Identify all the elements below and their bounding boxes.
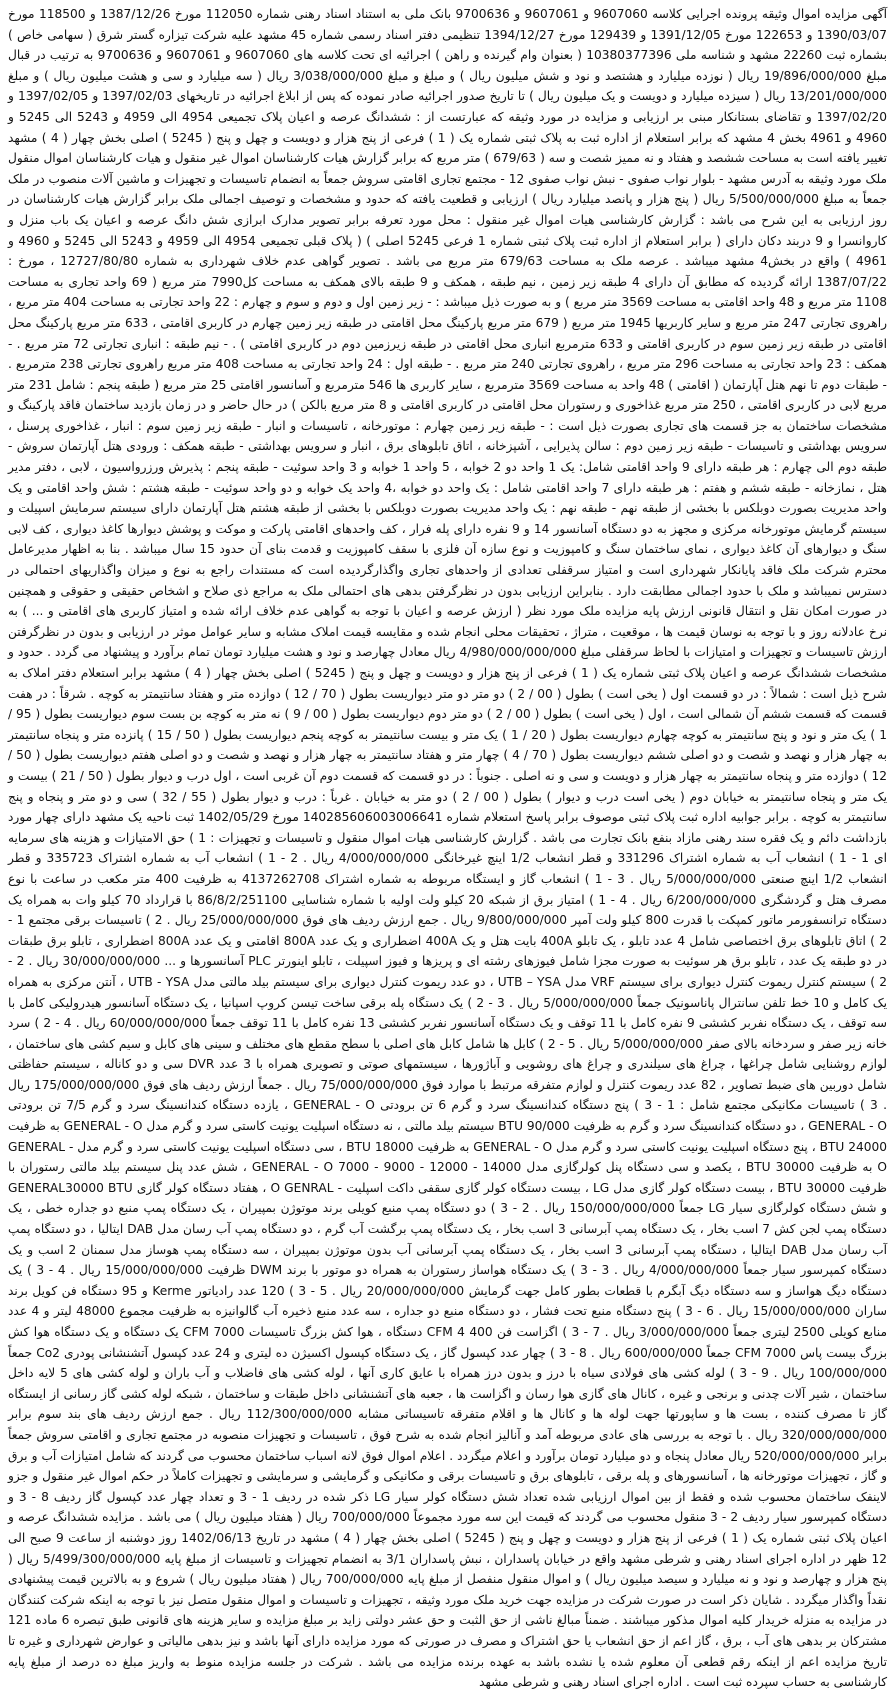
- notice-body-text: آگهی مزایده اموال وثیقه پرونده اجرایی کلاسه 9607060 و 9607061 و 9700636 بانک ملی به استناد اسناد رهنی شماره 112050 مورخ 1387/12/26 و 118500 مورخ 1390/03/07 و 122653 مورخ 1391/12/05 و 129439 مورخ 1394/12/27 تنظیمی دفتر اسناد رسمی شماره 45 مشهد علیه شرکت تیزاره گستر شرق ( سهامی خاص ) بشماره ثبت 22260 مشهد و شناسه ملی 10380377396 ( بعنوان وام گیرنده و راهن ) اجرائیه ای تحت کلاسه های 9607060 و 9607061 و 9700636 به ترتیب در قبال مبلغ 19/896/000/000 ریال ( نوزده میلیارد و هشتصد و نود و شش میلیون ریال ) و مبلغ و مبلغ 3/038/000/000 ریال ( سه میلیارد و سی و هشت میلیون ریال ) و مبلغ 13/201/000/000 ریال ( سیزده میلیارد و دویست و یک میلیون ریال ) تا تاریخ صدور اجرائیه صادر نموده که پس از ابلاغ اجرائیه در تاریخهای 1397/02/03 و 1397/02/05 و 1397/02/20 و تقاضای بستانکار مبنی بر ارزیابی و مزایده در مورد وثیقه که عبارتست از : ششدانگ عرصه و اعیان پلاک تجمیعی 4954 الی 4959 و 5243 الی 5245 و 4960 و 4961 بخش 4 مشهد که برابر استعلام از اداره ثبت به پلاک ثبتی شماره یک ( 1 ) فرعی از پنج هزار و دویست و چهل و پنج ( 5245 ) اصلی بخش چهار ( 4 ) مشهد تغییر یافته است به مساحت ششصد و هفتاد و نه ممیز شصت و سه ( 679/63 ) متر مربع که برابر گزارش هیات کارشناسان اموال غیر منقول و هیات کارشناسان اموال منقول ملک مورد وثیقه به آدرس مشهد - بلوار نواب صفوی - نبش نواب صفوی 12 - مجتمع تجاری اقامتی سروش جمعاً به انضمام تاسیسات و تجهیزات و ماشین آلات منصوب در ملک جمعاً به مبلغ 5/500/000/000 ریال ( پنج هزار و پانصد میلیارد ریال ) ارزیابی و قطعیت یافته که حدود و مشخصات و توصیف اجمالی ملک برابر گزارش هیات کارشناسان در روز ارزیابی به این شرح می باشد : گزارش کارشناسی هیات اموال غیر منقول : محل مورد تعرفه برابر تصویر مدارک ابرازی شش دانگ عرصه و اعیان یک باب منزل و کاروانسرا و 9 دربند دکان دارای ( برابر استعلام از اداره ثبت پلاک ثبتی شماره 1 فرعی 5245 اصلی ) ( پلاک قبلی تجمیعی 4954 الی 4959 و 5243 الی 5245 و 4960 و 4961 ) واقع در بخش4 مشهد میباشد . عرصه ملک به مساحت 679/63 متر مربع می باشد . تصویر گواهی عدم خلاف شهرداری به شماره 12727/80/80 ، مورخ : 1387/07/22 ارائه گردیده که مطابق آن دارای 4 طبقه زیر زمین ، نیم طبقه ، همکف و 9 طبقه بالای همکف به مساحت کل7990 متر مربع ( 69 واحد تجاری به مساحت 1108 متر مربع و 48 واحد اقامتی به مساحت 3569 متر مربع ) و به صورت ذیل میباشد : - زیر زمین اول و دوم و سوم و چهارم : 22 واحد تجارتی به مساحت 404 متر مربع ، راهروی تجارتی 247 متر مربع و سایر کاربریها 1945 متر مربع ( 679 متر مربع پارکینگ محل اقامتی در طبقه زیر زمین چهارم در کاربری اقامتی ، 633 متر مربع پارکینگ محل اقامتی در طبقه زیر زمین سوم در کاربری اقامتی و 633 مترمربع انباری محل اقامتی در طبقه زیرزمین دوم در کاربری اقامتی ) . - نیم طبقه : انباری تجارتی 72 متر مربع . - همکف : 23 واحد تجارتی به مساحت 296 متر مربع ، راهروی تجارتی 240 متر مربع . - طبقه اول : 24 واحد تجارتی به مساحت 408 متر مربع راهروی تجارتی 238 مترمربع . - طبقات دوم تا نهم هتل آپارتمان ( اقامتی ) 48 واحد به مساحت 3569 مترمربع ، سایر کاربری ها 546 مترمربع و آسانسور اقامتی 25 متر مربع ( طبقه پنجم : شامل 231 متر مربع لابی در کاربری اقامتی ، 250 متر مربع غذاخوری و رستوران محل اقامتی در کاربری اقامتی و 8 متر مربع بالکن ) در حال حاضر و در زمان بازدید ساختمان فاقد پارکینگ و مشخصات ساختمان به جز قسمت های تجاری بصورت ذیل است : - طبقه زیر زمین چهارم : موتورخانه ، تاسیسات و انبار - طبقه زیر زمین سوم : انبار ، غذاخوری پرسنل ، سرویس بهداشتی و تاسیسات - طبقه زیر زمین دوم : سالن پذیرایی ، آشپزخانه ، اتاق تابلوهای برق ، انبار و سرویس بهداشتی - طبقه همکف : ورودی هتل آپارتمان سروش - طبقه دوم الی چهارم : هر طبقه دارای 9 واحد اقامتی شامل: یک 1 واحد دو 2 خوابه ، 5 واحد 1 خوابه و 3 واحد سوئیت - طبقه پنجم : پذیرش ورزرواسیون ، لابی ، دفتر مدیر هتل ، نمازخانه - طبقه ششم و هفتم : هر طبقه دارای 7 واحد اقامتی شامل : یک واحد دو خوابه ،4 واحد یک خوابه و دو واحد سوئیت - طبقه هشتم : شش واحد اقامتی و یک واحد مدیریت بصورت دوبلکس با بخشی از طبقه نهم - طبقه نهم : یک واحد مدیریت بصورت دوبلکس با بخشی از طبقه هشتم هتل آپارتمان دارای سیستم سرمایش اسپیلت و سیستم گرمایش موتورخانه مرکزی و مجهز به دو دستگاه آسانسور 14 و 9 نفره دارای پله فرار ، کف واحدهای اقامتی پارکت و موکت و پوشش دیوارها کاغذ دیواری ، کف لابی سنگ و دیوارهای آن کاغذ دیواری ، نمای ساختمان سنگ و کامپوزیت و نوع سازه آن فلزی با سقف کامپوزیت و قدمت بنای آن حدود 15 سال میباشد . بنا به اظهار مدیرعامل محترم شرکت ملک فاقد پایانکار شهرداری است و امتیاز سرقفلی تعدادی از واحدهای تجاری واگذارگردیده است که مستندات راجع به نوع و میزان واگذاریهای احتمالی در دسترس نمیباشد و ملک با حدود اجمالی مطابقت دارد . بنابراین ارزیابی بدون در نظرگرفتن بدهی های احتمالی ملک به مراجع ذی صلاح و اشخاص حقیقی و حقوقی و همچنین در صورت امکان نقل و انتقال قانونی ارزش پایه مزایده ملک مورد نظر ( ارزش عرصه و اعیان با توجه به گواهی عدم خلاف ارائه شده و امتیاز کاربری های اقامتی و ... ) به نرخ عادلانه روز و با توجه به نوسان قیمت ها ، موقعیت ، متراژ ، تحقیقات محلی انجام شده و مقایسه قیمت املاک مشابه و سایر عوامل موثر در ارزیابی و بدون در نظرگرفتن ارزش تاسیسات و تجهیزات و امتیازات با لحاظ سرقفلی مبلغ 4/980/000/000/000 ریال معادل چهارصد و نود و هشت میلیارد تومان تمام برآورد و پیشنهاد می گردد . حدود و مشخصات ششدانگ عرصه و اعیان پلاک ثبتی شماره یک ( 1 ) فرعی از پنج هزار و دویست و چهل و پنج ( 5245 ) اصلی بخش چهار ( 4 ) مشهد برابر استعلام دفتر املاک به شرح ذیل است : شمالاً : در دو قسمت اول ( یخی است ) بطول ( 00 / 2 ) دو متر دو متر دیواریست بطول ( 70 / 12 ) دوازده متر و هفتاد سانتیمتر به کوچه . شرقاً : در هفت قسمت که قسمت ششم آن شمالی است ، اول ( یخی است ) بطول ( 00 / 2 ) دو متر دوم دیواریست بطول ( 00 / 9 ) نه متر به کوچه بن بست سوم دیواریست بطول ( 95 / 1 ) یک متر و نود و پنج سانتیمتر به کوچه چهارم دیواریست بطول ( 20 / 1 ) یک متر و بیست سانتیمتر به کوچه پنجم دیواریست بطول ( 50 / 15 ) پانزده متر و پنجاه سانتیمتر به چهار هزار و نهصد و شصت و دو اصلی ششم دیواریست بطول ( 70 / 4 ) چهار متر و هفتاد سانتیمتر به چهار هزار و نهصد و شصت و دو اصلی هفتم دیواریست بطول ( 50 / 12 ) دوازده متر و پنجاه سانتیمتر به چهار هزار و دویست و سی و نه اصلی . جنوباً : در دو قسمت که قسمت دوم آن غربی است ، اول درب و دیوار بطول ( 50 / 21 ) بیست و یک متر و پنجاه سانتیمتر به خیابان دوم ( یخی است درب و دیوار ) بطول ( 00 / 2 ) دو متر به خیابان . غرباً : درب و دیوار بطول ( 55 / 32 ) سی و دو متر و پنجاه و پنج سانتیمتر به کوچه . برابر جوابیه اداره ثبت پلاک ثبتی موصوف برابر پاسخ استعلام شماره 140285606003006641 مورخ 1402/05/29 ثبت ناحیه یک مشهد دارای چهار مورد بازداشت دائم و یک فقره سند رهنی مازاد بنفع بانک تجارت می باشد . گزارش کارشناسی هیات اموال منقول و تاسیسات و تجهیزات : 1 ) حق الامتیازات و هزینه های سرمایه ای 1 - 1 ) انشعاب آب به شماره اشتراک 331296 و قطر انشعاب 1/2 اینچ غیرخانگی 4/000/000/000 ریال . 2 - 1 ) انشعاب آب به شماره اشتراک 335723 و قطر انشعاب 1/2 اینچ صنعتی 5/000/000/000 ریال . 3 - 1 ) انشعاب گاز و ایستگاه مربوطه به شماره اشتراک 4137262708 به ظرفیت 400 متر مکعب در ساعت با نوع مصرف هتل و گردشگری 6/200/000/000 ریال . 4 - 1 ) امتیاز برق از شبکه 20 کیلو ولت اولیه با شماره شناسایی 86/8/2/251100 با قرارداد 70 کیلو وات به همراه یک دستگاه ترانسفورمر ماتور کمپکت با قدرت 800 کیلو ولت آمپر 9/800/000/000 ریال . جمع ارزش ردیف های فوق 25/000/000/000 ریال . 2 ) تاسیسات برقی مجتمع 1 - 2 ) اتاق تابلوهای برق اختصاصی شامل 4 عدد تابلو ، یک تابلو 400A بایت هتل و یک 400A اضطراری و یک عدد 800A اقامتی و یک عدد 800A اضطراری ، تابلو برق طبقات در دو طبقه یک عدد ، تابلو برق هر سوئیت به صورت مجزا شامل فیوزهای رشته ای و پریزها و فیوز اسپیلت ، تابلو اینورتر PLC آسانسورها و ... 30/000/000/000 ریال . 2 - 2 ) سیستم کنترل ریموت کنترل دیواری برای سیستم VRF مدل UTB – YSA ، دو عدد ریموت کنترل دیواری برای سیستم بیلد مالتی مدل UTB - YSA ، آنتن مرکزی به همراه یک کامل و 10 خط تلفن سانترال پاناسونیک جمعاً 5/000/000/000 ریال . 3 - 2 ) یک دستگاه پله برقی ساخت تیسن کروپ اسپانیا ، یک دستگاه آسانسور هیدرولیکی کامل با سه توقف ، یک دستگاه نفربر کششی 9 نفره کامل با 11 توقف و یک دستگاه آسانسور نفربر کششی 13 نفره کامل با 11 توقف جمعاً 60/000/000/000 ریال . 4 - 2 ) سرد خانه زیر صفر و سردخانه بالای صفر 5/000/000/000 ریال . 5 - 2 ) کابل ها شامل کابل های اصلی با سطح مقطع های مختلف و سینی های کابل و سیم کشی های ساختمان ، لوازم روشنایی شامل چراغها ، چراغ های سیلندری و چراغ های روشویی و آباژورها ، سیستمهای صوتی و تصویری همراه با 3 عدد DVR سی و دو کاناله ، سیستم حفاظتی شامل دوربین های ضبط تصاویر ، 82 عدد ریموت کنترل و لوازم متفرقه مرتبط با موارد فوق 75/000/000/000 ریال . جمعاً ارزش ردیف های فوق 175/000/000/000 ریال . 3 ) تاسیسات مکانیکی مجتمع شامل : 1 - 3 ) پنج دستگاه کندانسینگ سرد و گرم 6 تن برودتی GENERAL - O ، یازده دستگاه کندانسینگ سرد و گرم 7/5 تن برودتی GENERAL - O ، دو دستگاه کندانسینگ سرد و گرم به ظرفیت 90/000 BTU سیستم بیلد مالتی ، نه دستگاه اسپلیت یونیت کاستی سرد و گرم مدل GENERAL - O به ظرفیت 24000 BTU ، پنج دستگاه اسپلیت یونیت کاستی سرد و گرم مدل GENERAL - O به ظرفیت 18000 BTU ، سی دستگاه اسپلیت یونیت کاستی سرد و گرم مدل GENERAL - O به ظرفیت 30000 BTU ، یکصد و سی دستگاه پنل کولرگازی مدل 14000 - 12000 - 9000 - 7000 GENERAL - O ، شش عدد پنل سیستم بیلد مالتی رستوران با ظرفیت 30000 BTU ، بیست دستگاه کولر گازی مدل LG ، بیست دستگاه کولر گازی سقفی داکت اسپلیت - O GENRAL ، هفتاد دستگاه کولر گازی GENERAL30000 BTU و شش دستگاه کولرگازی سیار LG جمعاً 150/000/000/000 ریال . 2 - 3 ) دو دستگاه پمپ منبع کویلی برند موتوژن بمپیران ، یک دستگاه پمپ منبع دو جداره خطی ، یک دستگاه پمپ لجن کش 7 اسب بخار ، یک دستگاه پمپ آبرسانی 3 اسب بخار ، یک دستگاه پمپ برگشت آب گرم ، دو دستگاه پمپ آب رسان مدل DAB ایتالیا ، دو دستگاه پمپ آب رسان مدل DAB ایتالیا ، دستگاه پمپ آبرسانی 3 اسب بخار ، یک دستگاه پمپ آبرسانی آب بدون موتوژن بمپیران ، سه دستگاه پمپ هوساز مدل سمنان 2 اسب و یک دستگاه کمپرسور سیار جمعاً 4/000/000/000 ریال . 3 - 3 ) یک دستگاه هواساز رستوران به همراه دو موتور با برند DWM ظرفیت 15/000/000/000 ریال . 4 - 3 ) یک دستگاه دیگ هواساز و سه دستگاه دیگ آبگرم با قطعات بطور کامل جهت گرمایش 20/000/000/000 ریال . 5 - 3 ) 120 عدد رادیاتور Kerme و 95 دستگاه فن کویل برند ساران 15/000/000/000 ریال . 6 - 3 ) پنج دستگاه منبع تحت فشار ، دو دستگاه منبع دو جداره ، سه عدد منبع ذخیره آب گالوانیزه به ظرفیت مجموع 48000 لیتر و 4 عدد منابع کویلی 2500 لیتری جمعاً 3/000/000/000 ریال . 7 - 3 ) اگزاست فن 400 CFM 4 دستگاه ، هوا کش بزرگ تاسیسات 7000 CFM یک دستگاه و یک دستگاه هوا کش بزرگ بیست پاس 7000 CFM جمعاً 600/000/000 ریال . 8 - 3 ) چهار عدد کپسول گاز ، یک دستگاه کپسول اکسیژن ده لیتری و 24 عدد کپسول آتشنشانی پودری Co2 جمعاً 100/000/000 ریال . 9 - 3 ) لوله کشی های فولادی سیاه با درز و بدون درز همراه با عایق کاری آنها ، لوله کشی های فاضلاب و آب باران و لوله کشی های 5 لایه داخل ساختمان ، شیر آلات چدنی و برنجی و غیره ، کانال های گازی هوا رسان و اگزاست ها ، جعبه های آتشنشانی داخل طبقات و ساختمان ، شبکه لوله کشی گاز رسانی از ایستگاه گاز تا مصرف کننده ، بست ها و ساپورتها جهت لوله ها و کانال ها و اقلام متفرقه تاسیساتی مشابه 112/300/000/000 ریال . جمع ارزش ردیف های بند سوم برابر 320/000/000/000 ریال . با توجه به بررسی های عادی مربوطه آمد و آنالیز انجام شده به شرح فوق ، تاسیسات و تجهیزات منصوبه در مجتمع تجاری و اقامتی سروش جمعاً برابر 520/000/000/000 ریال معادل پنجاه و دو میلیارد تومان برآورد و اعلام میگردد . اعلام اموال فوق لانه اسباب ساختمان محسوب می گردند که شامل امتیازات آب و برق و گاز ، تجهیزات موتورخانه ها ، آسانسورهای و پله برقی ، تابلوهای برق و تاسیسات برقی و مکانیکی و گرمایشی و سرمایشی و تجهیزات کاملاً در حکم اموال غیر منقول و جزو لاینفک ساختمان محسوب شده و فقط از بین اموال ارزیابی شده تعداد شش دستگاه کولر سیار LG ذکر شده در ردیف 1 - 3 و تعداد چهار عدد کپسول گاز ردیف 8 - 3 و دستگاه کمپرسور سیار ردیف 2 - 3 منقول محسوب می گردند که قیمت این سه مورد مجموعاً 700/000/000 ریال ( هفتاد میلیون ریال ) می باشد . مزایده ششدانگ عرصه و اعیان پلاک ثبتی شماره یک ( 1 ) فرعی از پنج هزار و دویست و چهل و پنج ( 5245 ) اصلی بخش چهار ( 4 ) مشهد در تاریخ 1402/06/13 روز دوشنبه از ساعت 9 صبح الی 12 ظهر در اداره اجرای اسناد رهنی و شرطی مشهد واقع در خیابان پاسداران ، نبش پاسداران 3/1 به انضمام تجهیزات و تاسیسات از مبلغ پایه 5/499/300/000/000 ریال ( پنج هزار و چهارصد و نود و نه میلیارد و سیصد میلیون ریال ) و اموال منقول منفصل از مبلغ پایه 700/000/000 ریال ( هفتاد میلیون ریال ) شروع و به بالاترین قیمت پیشنهادی نقداً واگذار میگردد . شایان ذکر است در صورت شرکت در مزایده جهت خرید ملک مورد وثیقه ، تجهیزات و تاسیسات و اموال منقول متصل نیز با توجه به اینکه شرکت کنندگان در مزایده به منزله خریدار کلیه اموال مذکور میباشند . ضمناً مبالغ ناشی از حق الثبت و حق عشر دولتی زاید بر مبلغ مزایده و سایر هزینه های قانونی طبق تبصره 6 ماده 121 مشترکان بر بدهی های آب ، برق ، گاز اعم از حق انشعاب یا حق اشتراک و مصرف در صورتی که مورد مزایده دارای آنها باشد و نیز بدهی مالیاتی و عوارض شهرداری و غیره تا تاریخ مزایده اعم از اینکه رقم قطعی آن معلوم شده یا نشده باشد به عهده برنده مزایده می باشد . شرکت در جلسه مزایده منوط به واریز مبلغ ده درصد از مبلغ پایه کارشناسی به حساب سپرده ثبت است . اداره اجرای اسناد رهنی و شرطی مشهد: [8, 7, 888, 1690]
